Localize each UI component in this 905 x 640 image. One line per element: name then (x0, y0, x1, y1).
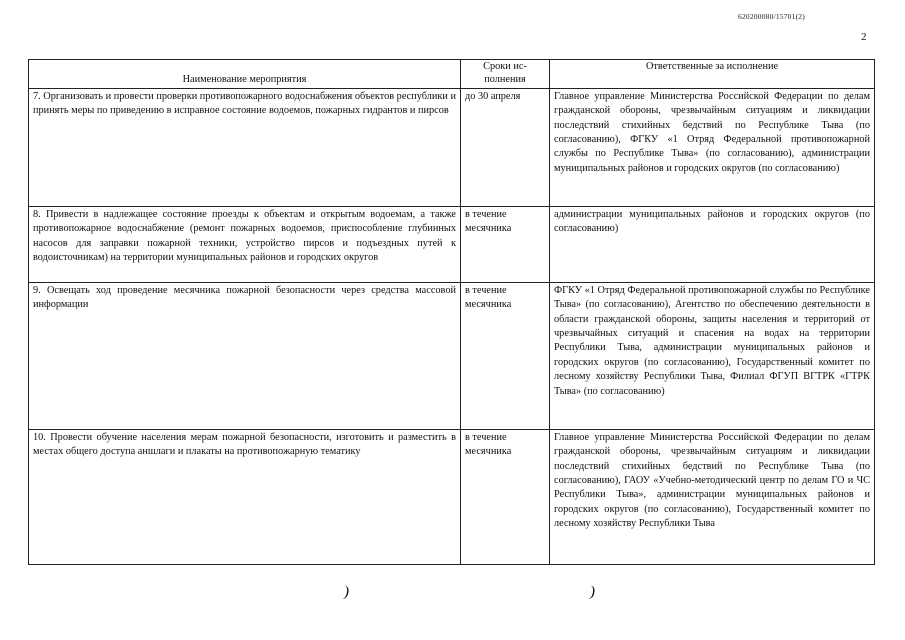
event-deadline: в течение месячника (461, 429, 550, 564)
event-responsible: администрации муниципальных районов и городских округов (по согласованию) (550, 206, 875, 282)
event-name: 9. Освещать ход проведение месячника пожарной безопасности через средства массовой информации (29, 282, 461, 429)
event-deadline: в течение месячника (461, 206, 550, 282)
table-row (29, 88, 875, 206)
event-name: 7. Организовать и провести проверки противопожарного водоснабжения объектов республики и принять меры по приведению в исправное состояние водоемов, пожарных гидрантов и пирсов (29, 88, 461, 206)
event-name: 8. Привести в надлежащее состояние проезды к объектам и открытым водоемам, а также противопожарное водоснабжение (ремонт пожарных водоемов, приспособление глубинных насосов для заправки пожарной техники, устройство пирсов и подъездных путей к водоисточникам) на территории муниципальных районов и городских округов (29, 206, 461, 282)
event-responsible: Главное управление Министерства Российской Федерации по делам гражданской обороны, чрезвычайным ситуациям и ликвидации последствий стихийных бедствий по Республике Тыва (по согласованию), ГАОУ «Учебно-методический центр по делам ГО и ЧС Республики Тыва», администрации муниципальных районов и городских округов (по согласованию), Государственный комитет по лесному хозяйству Республики Тыва (550, 429, 875, 564)
footer-mark-left: ) (344, 584, 349, 600)
table-row (29, 206, 875, 282)
table-header-row (29, 60, 875, 89)
header-responsible: Ответственные за исполнение (550, 60, 875, 89)
event-responsible: ФГКУ «1 Отряд Федеральной противопожарной службы по Республике Тыва» (по согласованию), Агентство по обеспечению деятельности в области гражданской обороны, защиты населения и территорий от чрезвычайных ситуаций и спасения на водах на территории Республики Тыва, администрации муниципальных районов и городских округов (по согласованию), Государственный комитет по лесному хозяйству Республики Тыва, Филиал ФГУП ВГТРК «ГТРК Тыва» (по согласованию) (550, 282, 875, 429)
document-id: 620200080/15701(2) (738, 12, 805, 21)
event-responsible: Главное управление Министерства Российской Федерации по делам гражданской обороны, чрезвычайным ситуациям и ликвидации последствий стихийных бедствий по Республике Тыва (по согласованию), ФГКУ «1 Отряд Федеральной противопожарной службы по Республике Тыва» (по согласованию), администрации муниципальных районов и городских округов (по согласованию) (550, 88, 875, 206)
events-table (28, 59, 875, 565)
event-name: 10. Провести обучение населения мерам пожарной безопасности, изготовить и разместить в местах общего доступа аншлаги и плакаты на противопожарную тематику (29, 429, 461, 564)
header-deadline: Сроки ис- полнения (461, 60, 550, 89)
event-deadline: в течение месячника (461, 282, 550, 429)
table-row (29, 429, 875, 564)
table-row (29, 282, 875, 429)
event-deadline: до 30 апреля (461, 88, 550, 206)
footer-mark-right: ) (590, 584, 595, 600)
header-name: Наименование мероприятия (29, 60, 461, 89)
page-number: 2 (861, 31, 867, 43)
